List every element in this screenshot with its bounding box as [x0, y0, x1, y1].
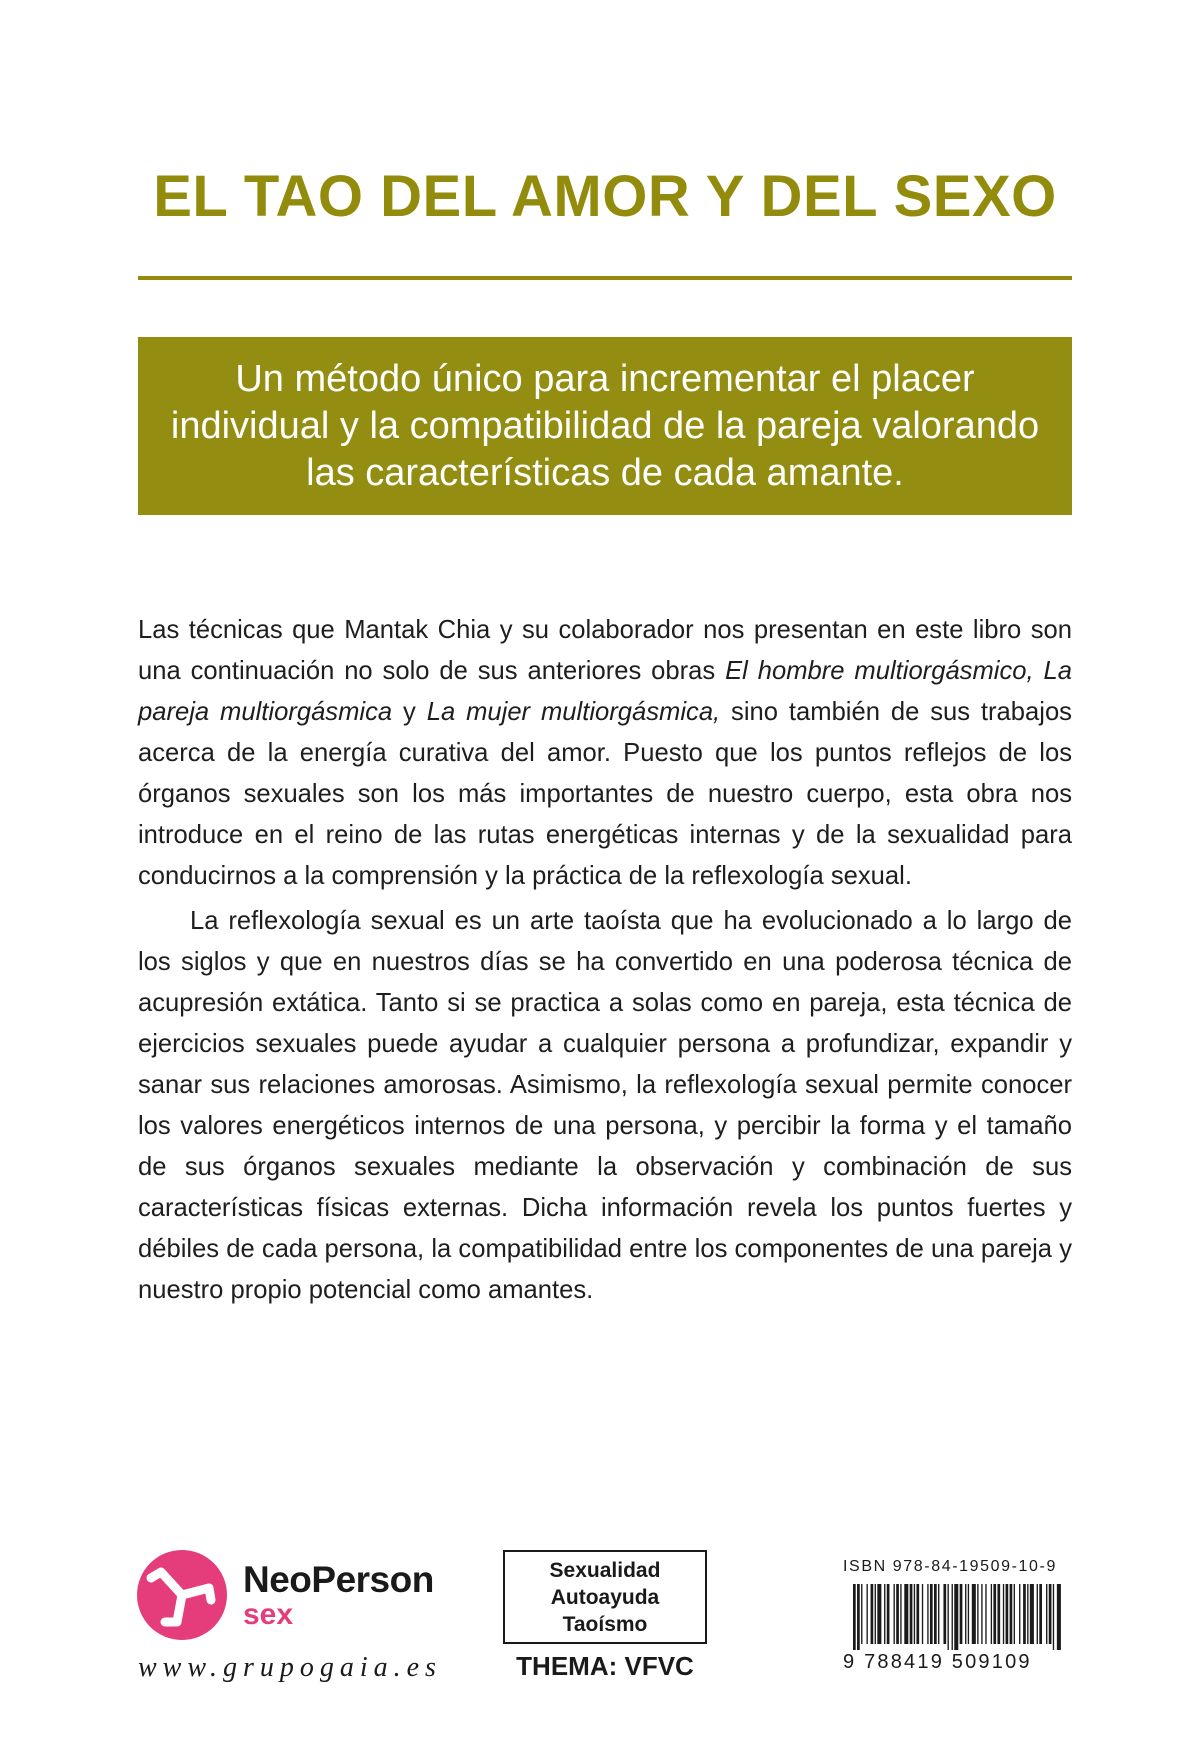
book-reference-2: La pareja multiorgásmica [138, 657, 1072, 726]
blurb-paragraph-1 [138, 610, 1072, 897]
barcode-bar [904, 1584, 908, 1644]
barcode-bar [981, 1584, 982, 1644]
barcode-digits: 9 788419 509109 [843, 1651, 1032, 1673]
barcode-bar [1049, 1584, 1052, 1644]
blurb-paragraph-2: La reflexología sexual es un arte taoísta que ha evolucionado a lo largo de los siglos y que en nuestros días se ha convertido en una poderosa técnica de acupresión extática. Tanto si se practica a solas como en pareja, esta técnica de ejercicios sexuales puede ayudar a cualquier persona a profundizar, expandir y sanar sus relaciones amorosas. Asimismo, la reflexología sexual permite conocer los valores energéticos internos de una persona, y percibir la forma y el tamaño de sus órganos sexuales mediante la observación y combinación de sus características físicas externas. Dicha información revela los puntos fuertes y débiles de cada persona, la compatibilidad entre los componentes de una pareja y nuestro propio potencial como amantes. [138, 907, 1072, 1304]
barcode-bar [960, 1584, 963, 1644]
book-reference-3: La mujer multiorgásmica, [426, 698, 721, 726]
blurb-p1-text-d: sino también de sus trabajos acerca de la energía curativa del amor. Puesto que los puntos reflejos de los órganos sexuales son los más importantes de nuestro cuerpo, esta obra nos introduce en el reino de las rutas energéticas internas y de la sexualidad para conducirnos a la comprensión y la práctica de la reflexología sexual. [138, 698, 1072, 890]
category-box [503, 1550, 707, 1644]
barcode-bar [896, 1584, 899, 1644]
barcode-bar [853, 1584, 856, 1650]
barcode-bar [861, 1584, 862, 1644]
publisher-logo-block [135, 1550, 465, 1660]
barcode-bar [997, 1584, 1000, 1644]
barcode-bar [871, 1584, 874, 1644]
barcode-bar [1030, 1584, 1034, 1644]
barcode-bar [930, 1584, 933, 1644]
barcode-bar [910, 1584, 913, 1644]
publisher-imprint: sex [243, 1598, 294, 1631]
barcode-bar [934, 1584, 937, 1644]
barcode-bar [985, 1584, 986, 1644]
barcode-bar [867, 1584, 868, 1644]
thema-code: THEMA: VFVC [516, 1651, 694, 1681]
title-divider [138, 276, 1072, 280]
tagline-banner [138, 337, 1072, 515]
barcode-bar [993, 1584, 996, 1644]
barcode-bar [954, 1584, 958, 1650]
barcode-bar [922, 1584, 923, 1644]
barcode-bar [857, 1584, 860, 1650]
barcode-bar [977, 1584, 978, 1644]
barcode-bar [875, 1584, 876, 1644]
blurb-p1-text-a: Las técnicas que Mantak Chia y su colaborador nos presentan en este libro son una continuación no solo de sus anteriores obras [138, 616, 1072, 685]
category-2: Autoayuda [550, 1585, 660, 1609]
barcode-bar [1037, 1584, 1038, 1644]
triskelion-logo-icon [137, 1550, 227, 1640]
category-3: Taoísmo [562, 1612, 648, 1636]
barcode-bar [991, 1584, 992, 1644]
barcode-bar [943, 1584, 946, 1644]
barcode-bar [965, 1584, 966, 1644]
barcode-bar [900, 1584, 901, 1644]
category-1: Sexualidad [549, 1558, 661, 1582]
barcode-bar [968, 1584, 969, 1644]
publisher-name: NeoPerson [243, 1559, 434, 1600]
barcode-bar [1010, 1584, 1013, 1644]
barcode-bar [1006, 1584, 1009, 1644]
tagline-text: Un método único para incrementar el placer individual y la compatibilidad de la pareja valorando las características de cada amante. [170, 357, 1040, 494]
barcode-bar [927, 1584, 928, 1644]
blurb-p1-text-c: y [392, 698, 427, 726]
barcode-bar [1053, 1584, 1054, 1650]
barcode-bar [894, 1584, 895, 1644]
barcode-bar [1019, 1584, 1020, 1644]
barcode-bar [887, 1584, 890, 1644]
barcode-bar [952, 1584, 953, 1650]
barcode [843, 1584, 1065, 1650]
barcode-bar [1003, 1584, 1004, 1644]
book-title: EL TAO DEL AMOR Y DEL SEXO [153, 164, 1057, 229]
barcode-bar [1023, 1584, 1026, 1644]
blurb [138, 610, 1072, 1311]
barcode-bar [948, 1584, 949, 1650]
barcode-bar [1039, 1584, 1042, 1644]
isbn-label: ISBN 978-84-19509-10-9 [843, 1558, 1057, 1575]
book-reference-1: El hombre multiorgásmico, [725, 657, 1034, 685]
barcode-bar [884, 1584, 885, 1644]
barcode-bar [1014, 1584, 1015, 1644]
barcode-bar [914, 1584, 915, 1644]
barcode-bar [938, 1584, 939, 1644]
barcode-bar [1027, 1584, 1028, 1644]
barcode-bar [877, 1584, 881, 1644]
barcode-bar [1057, 1584, 1061, 1650]
publisher-url: www.grupogaia.es [138, 1652, 442, 1683]
barcode-bar [916, 1584, 919, 1644]
blurb-p1-text-b [1034, 657, 1044, 685]
barcode-bar [1046, 1584, 1047, 1644]
barcode-bar [972, 1584, 976, 1644]
